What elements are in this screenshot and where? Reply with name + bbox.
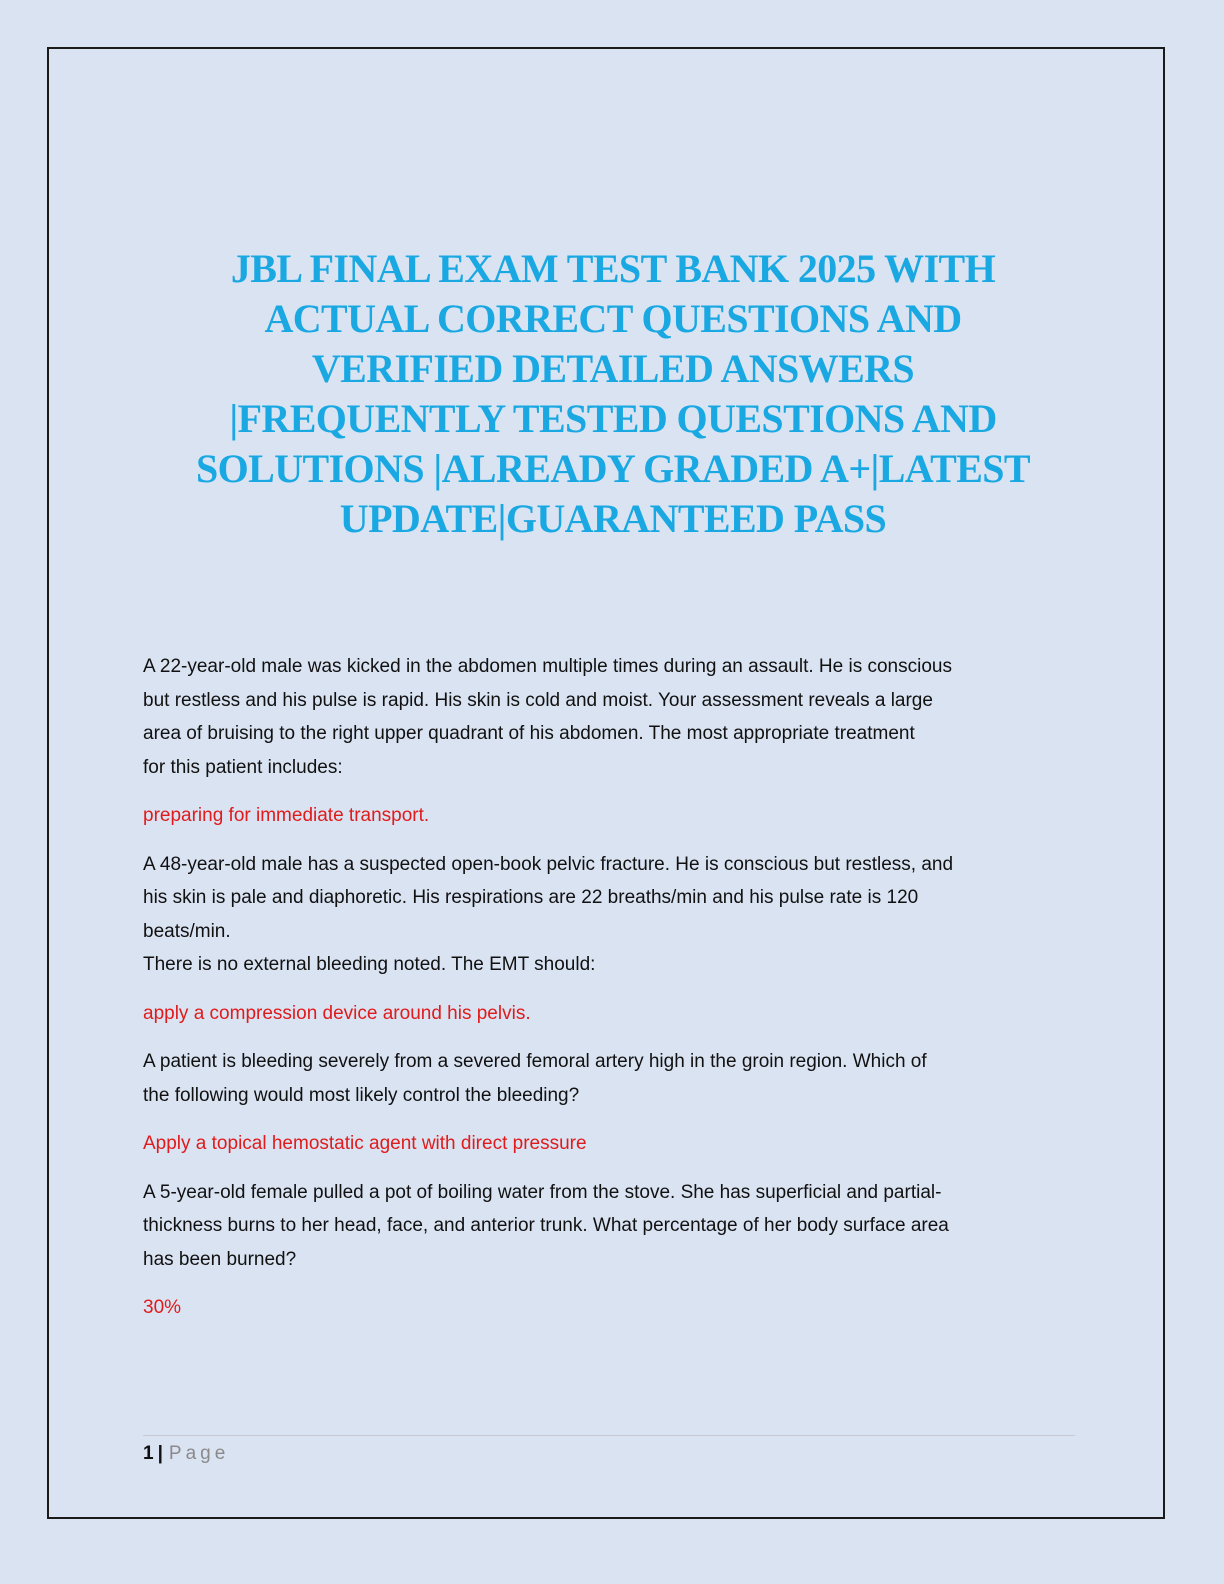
question-line: the following would most likely control the bleeding? <box>143 1084 580 1106</box>
title-line: |FREQUENTLY TESTED QUESTIONS AND <box>229 396 997 441</box>
question-3 <box>143 1045 1078 1112</box>
page-label: Page <box>168 1443 230 1464</box>
answer-3: Apply a topical hemostatic agent with direct pressure <box>143 1133 587 1154</box>
document-title <box>120 244 1106 544</box>
question-line: for this patient includes: <box>143 756 343 778</box>
question-4 <box>143 1176 1078 1277</box>
title-line: VERIFIED DETAILED ANSWERS <box>311 346 915 391</box>
question-line: There is no external bleeding noted. The EMT should: <box>143 954 596 975</box>
answer-1: preparing for immediate transport. <box>143 805 430 826</box>
question-line: area of bruising to the right upper quadrant of his abdomen. The most appropriate treatment <box>143 723 915 744</box>
question-line: thickness burns to her head, face, and anterior trunk. What percentage of her body surface area <box>143 1215 949 1236</box>
title-line: ACTUAL CORRECT QUESTIONS AND <box>264 296 962 341</box>
question-2 <box>143 848 1078 982</box>
question-line: A 48-year-old male has a suspected open-book pelvic fracture. He is conscious but restless, and <box>143 853 954 875</box>
question-line: but restless and his pulse is rapid. His skin is cold and moist. Your assessment reveals a large <box>143 689 933 711</box>
question-line: A 5-year-old female pulled a pot of boiling water from the stove. She has superficial and partial- <box>143 1181 942 1203</box>
title-line: SOLUTIONS |ALREADY GRADED A+|LATEST <box>195 446 1031 491</box>
question-line: A patient is bleeding severely from a severed femoral artery high in the groin region. Which of <box>143 1051 927 1072</box>
footer-divider <box>143 1435 1075 1436</box>
answer-2: apply a compression device around his pelvis. <box>143 1002 531 1024</box>
question-line: his skin is pale and diaphoretic. His respirations are 22 breaths/min and his pulse rate is 120 <box>143 887 919 908</box>
title-line: JBL FINAL EXAM TEST BANK 2025 WITH <box>230 246 996 291</box>
qa-list <box>143 650 1078 1340</box>
page-footer <box>143 1440 229 1468</box>
question-line: beats/min. <box>143 920 231 942</box>
title-line: UPDATE|GUARANTEED PASS <box>339 496 887 541</box>
footer-separator: | <box>157 1443 163 1464</box>
question-1 <box>143 650 1078 784</box>
question-line: has been burned? <box>143 1248 297 1270</box>
answer-4: 30% <box>143 1297 182 1318</box>
question-line: A 22-year-old male was kicked in the abdomen multiple times during an assault. He is conscious <box>143 656 952 677</box>
page-number: 1 <box>143 1443 154 1464</box>
